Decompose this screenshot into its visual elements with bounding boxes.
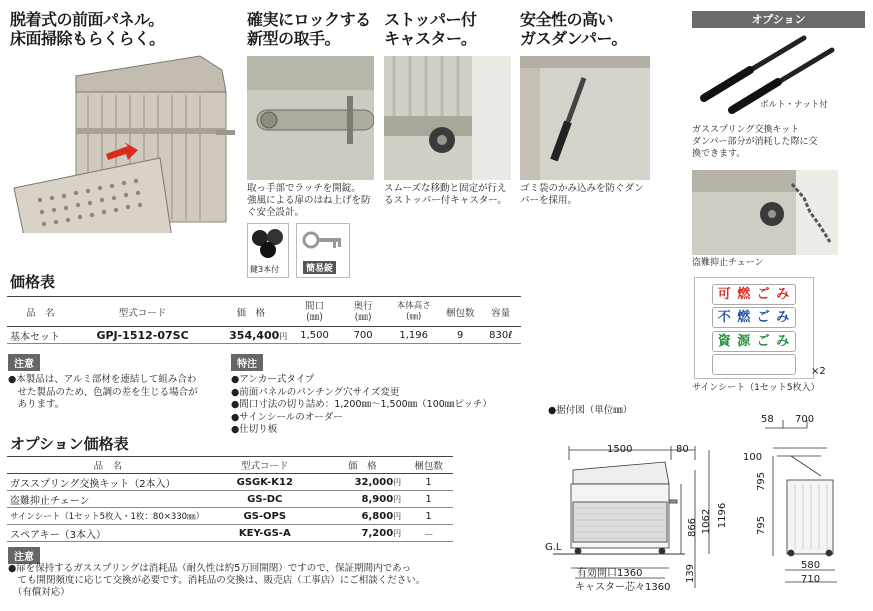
table-row	[7, 491, 453, 508]
caption-gas-spring: ガススプリング交換キット ダンパー部分が消耗した際に交 換できます。	[692, 125, 818, 159]
option-price-table	[7, 456, 453, 542]
photo-chain	[692, 170, 838, 255]
header-packs: 梱包数	[404, 457, 453, 474]
cell-packs: 9	[440, 327, 480, 344]
header-width: 間口 (㎜)	[290, 297, 339, 327]
header-price: 価 格	[211, 297, 290, 327]
cell-price: 6,800円	[321, 508, 404, 525]
dim-80: 80	[676, 444, 689, 455]
header-capacity: 容量	[480, 297, 521, 327]
table-row	[7, 327, 521, 344]
photo-caster	[384, 56, 511, 180]
cell-packs: 1	[404, 508, 453, 525]
photo-damper	[520, 56, 650, 180]
cell-code: GPJ-1512-07SC	[74, 327, 212, 344]
price-table-header	[7, 297, 521, 327]
caption-caster: スムーズな移動と固定が行え るストッパー付キャスター。	[384, 183, 507, 206]
feature-heading-panel: 脱着式の前面パネル。 床面掃除もらくらく。	[10, 10, 165, 48]
cell-name: ガススプリング交換キット（2本入）	[7, 474, 209, 491]
dim-1196: 1196	[717, 502, 729, 529]
notice-text: ●本製品は、アルミ部材を連結して組み合わ せた製品のため、色調の差を生じる場合が あります。	[8, 374, 198, 410]
cell-height: 1,196	[387, 327, 440, 344]
dim-58: 58	[761, 414, 774, 425]
caption-sign-sheet: サインシート（1セット5枚入）	[692, 383, 820, 393]
cell-packs: 1	[404, 474, 453, 491]
cell-code: GSGK-K12	[209, 474, 321, 491]
cell-price: 7,200円	[321, 525, 404, 542]
cell-price: 354,400円	[211, 327, 290, 344]
dim-580: 580	[801, 560, 821, 571]
cell-capacity: 830ℓ	[480, 327, 521, 344]
header-packs: 梱包数	[440, 297, 480, 327]
installation-drawing	[545, 410, 873, 607]
dim-139: 139	[685, 563, 697, 584]
cell-code: KEY-GS-A	[209, 525, 321, 542]
header-price: 価 格	[321, 457, 404, 474]
gas-spring-label: ボルト・ナット付	[760, 100, 828, 110]
cell-name: サインシート（1セット5枚入・1枚：80×330㎜）	[7, 508, 209, 525]
cell-code: GS-OPS	[209, 508, 321, 525]
dim-gl: G.L	[545, 542, 562, 553]
dim-100: 100	[743, 452, 763, 463]
sign-blank-multiplier: ×2	[811, 366, 826, 377]
cell-width: 1,500	[290, 327, 339, 344]
dim-1500: 1500	[607, 444, 633, 455]
feature-heading-handle: 確実にロックする 新型の取手。	[247, 10, 371, 48]
header-depth: 奥行 (㎜)	[339, 297, 388, 327]
key-label: 鍵3本付	[250, 265, 280, 274]
header-name: 品 名	[7, 457, 209, 474]
custom-options-text: ●アンカー式タイプ ●前面パネルのパンチング穴サイズ変更 ●間口寸法の切り詰め：1,200㎜～1,500㎜（100㎜ピッチ） ●サインシールのオーダー ●仕切り板	[231, 374, 492, 435]
option-notice-text: ●扉を保持するガススプリングは消耗品（耐久性は約5万回開閉）ですので、保証期間内であっ ても開閉頻度に応じて交換が必要です。消耗品の交換は、販売店（工事店）にご相談ください。 （有償対応）	[8, 563, 426, 598]
cell-name: 基本セット	[7, 327, 74, 344]
cell-packs: 1	[404, 491, 453, 508]
drawing-label: ●据付図（単位㎜）	[548, 405, 633, 416]
option-notice-tag: 注意	[8, 547, 40, 564]
cell-name: 盗難抑止チェーン	[7, 491, 209, 508]
option-table-header	[7, 457, 453, 474]
caption-chain: 盗難抑止チェーン	[692, 258, 764, 268]
header-name: 品 名	[7, 297, 74, 327]
cell-price: 32,000円	[321, 474, 404, 491]
cell-code: GS-DC	[209, 491, 321, 508]
dim-795-top: 795	[756, 471, 768, 492]
photo-handle	[247, 56, 374, 180]
photo-garbage-station	[10, 50, 235, 233]
table-row	[7, 525, 453, 542]
option-title-bar: オプション	[692, 11, 865, 28]
caption-handle: 取っ手部でラッチを開錠。 強風による扉のはね上げを防 ぐ安全設計。	[247, 183, 371, 218]
option-table-title: オプション価格表	[10, 435, 129, 453]
notice-tag: 注意	[8, 354, 40, 371]
table-row	[7, 508, 453, 525]
price-table	[7, 296, 521, 344]
header-code: 型式コード	[209, 457, 321, 474]
cell-price: 8,900円	[321, 491, 404, 508]
dim-866: 866	[687, 517, 699, 538]
sign-nonburnable: 不 燃 ご み	[712, 307, 796, 328]
lock-label: 簡易錠	[303, 261, 336, 274]
feature-heading-caster: ストッパー付 キャスター。	[384, 10, 477, 48]
dim-effective-opening: 有効開口1360	[577, 568, 643, 579]
price-table-title: 価格表	[10, 273, 56, 291]
cell-depth: 700	[339, 327, 388, 344]
header-height: 本体高さ (㎜)	[387, 297, 440, 327]
custom-tag: 特注	[231, 354, 263, 371]
dim-1062: 1062	[701, 508, 713, 535]
sign-burnable: 可 燃 ご み	[712, 284, 796, 305]
dim-710: 710	[801, 574, 821, 585]
sign-resource: 資 源 ご み	[712, 331, 796, 352]
caption-damper: ゴミ袋のかみ込みを防ぐダン パーを採用。	[520, 183, 644, 206]
dim-700: 700	[795, 414, 815, 425]
cell-name: スペアキー（3本入）	[7, 525, 209, 542]
dim-795-bottom: 795	[756, 515, 768, 536]
dim-caster-center: キャスター芯々1360	[575, 582, 671, 593]
sign-blank	[712, 354, 796, 375]
header-code: 型式コード	[74, 297, 212, 327]
table-row	[7, 474, 453, 491]
cell-packs: －	[404, 525, 453, 542]
feature-heading-damper: 安全性の高い ガスダンパー。	[520, 10, 627, 48]
